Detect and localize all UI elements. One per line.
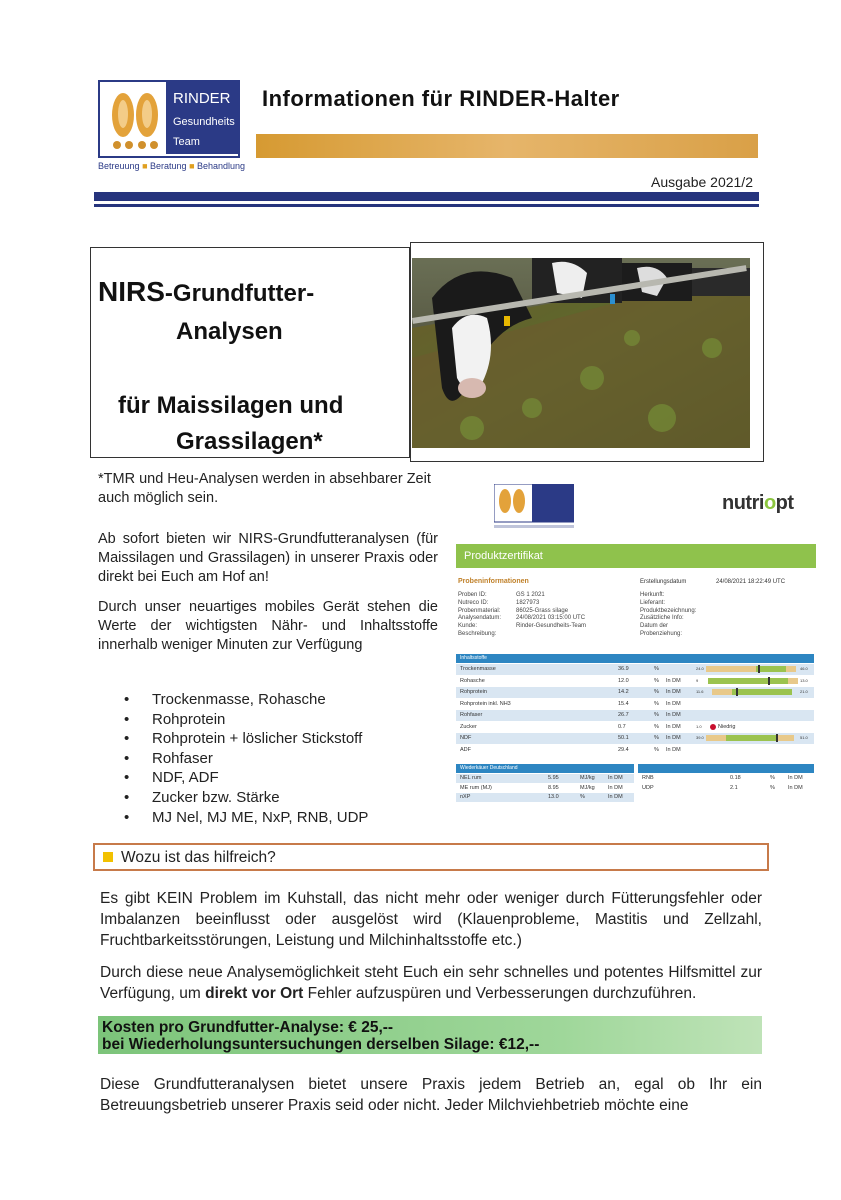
sample-info-labels-right: Herkunft: Lieferant: Produktbezeichnung: Zusätzliche Info: Datum der Probenziehung: (640, 592, 697, 637)
table-row (638, 784, 814, 793)
table-row (456, 710, 814, 721)
list-item: • Trockenmasse, Rohasche (122, 690, 422, 710)
cell-value: 13.0 (548, 794, 559, 800)
range-bar (708, 678, 788, 684)
cell-value: 0.7 (618, 723, 626, 730)
blue-divider-bar (94, 192, 759, 201)
cost-line1: Kosten pro Grundfutter-Analyse: € 25,-- (102, 1019, 394, 1036)
cell-value: 12.0 (618, 677, 629, 684)
slogan-part: Betreuung (98, 161, 140, 171)
issue-label: Ausgabe 2021/2 (651, 174, 753, 190)
title-rest: -Grundfutter- (164, 280, 315, 307)
gold-divider-bar (256, 134, 758, 158)
offer-paragraph: Diese Grundfutteranalysen bietet unsere Praxis jedem Betrieb an, egal ob Ihr ein Betreuungsbetrieb unserer Praxis seid oder nicht. Jeder Milchviehbetrieb möchte eine (100, 1076, 762, 1114)
mini-rinder-logo (494, 484, 574, 530)
title-nirs: NIRS (98, 276, 165, 307)
cell-unit: % (770, 784, 775, 791)
benefit-text-c: Fehler aufzuspüren und Verbesserungen durchzuführen. (303, 985, 697, 1002)
cell-unit: MJ/kg (580, 775, 595, 781)
cell-base: In DM (666, 700, 681, 707)
cell-value: 8.95 (548, 784, 559, 791)
cell-value: 26.7 (618, 712, 629, 718)
cell-name: Rohprotein (460, 689, 487, 695)
table-row (456, 676, 814, 687)
cell-name: RNB (642, 775, 654, 781)
question-text: Wozu ist das hilfreich? (121, 849, 276, 866)
benefit-text-bold: direkt vor Ort (205, 985, 304, 1002)
cell-value: 0.18 (730, 775, 741, 781)
cell-base: In DM (608, 784, 623, 791)
range-bar (776, 735, 794, 741)
range-max: 46.0 (800, 666, 808, 671)
certificate-header: Produktzertifikat (456, 544, 816, 568)
cell-base: In DM (666, 677, 681, 684)
slogan-part: Behandlung (197, 161, 246, 171)
cell-unit: % (654, 666, 659, 672)
cell-name: UDP (642, 784, 654, 791)
table-row (456, 774, 634, 783)
cell-unit: % (654, 723, 659, 730)
table-row (456, 687, 814, 698)
slogan-separator-icon: ■ (189, 161, 195, 171)
cell-base: In DM (666, 746, 681, 753)
list-item: • NDF, ADF (122, 768, 422, 788)
article-subtitle-line2: Grassilagen* (176, 428, 323, 455)
cell-base: In DM (666, 735, 681, 741)
list-item: • Rohprotein + löslicher Stickstoff (122, 729, 422, 749)
list-item: • Rohfaser (122, 749, 422, 769)
cell-unit: % (770, 775, 775, 781)
cell-name: NEL rum (460, 775, 482, 781)
creation-date-label: Erstellungsdatum (640, 579, 687, 585)
range-bar (712, 689, 732, 695)
range-bar (726, 735, 776, 741)
cell-base: In DM (666, 689, 681, 695)
table-row (456, 745, 814, 756)
benefit-paragraph (100, 962, 762, 1004)
cell-unit: % (654, 689, 659, 695)
value-marker (736, 688, 738, 696)
brand-o: o (763, 492, 776, 514)
cell-value: 2.1 (730, 784, 738, 791)
range-min: 39.0 (696, 735, 704, 740)
cell-base: In DM (608, 775, 623, 781)
footnote-text: *TMR und Heu-Analysen werden in absehbarer Zeit auch möglich sein. (98, 471, 431, 506)
cell-name: ME rum (MJ) (460, 784, 492, 791)
cell-unit: % (654, 735, 659, 741)
blue-divider-thin (94, 204, 759, 207)
rinder-logo (98, 80, 246, 172)
newsletter-headline: Informationen für RINDER-Halter (262, 86, 620, 111)
table-row (456, 722, 814, 733)
yellow-square-icon (103, 852, 113, 862)
range-min: 1.0 (696, 723, 702, 729)
logo-blue-panel (166, 80, 238, 154)
table-row (638, 774, 814, 783)
cell-unit: % (654, 746, 659, 753)
range-bar (706, 666, 756, 672)
ruminant-table-header: Wiederkäuer Deutschland (456, 764, 634, 773)
creation-date-value: 24/08/2021 18:22:49 UTC (716, 579, 786, 585)
cell-unit: % (654, 677, 659, 684)
nutriopt-logo (722, 492, 794, 515)
value-marker (768, 677, 770, 685)
table-row (456, 699, 814, 710)
article-title-line1 (98, 276, 314, 308)
range-bar (786, 666, 796, 672)
cell-value: 15.4 (618, 700, 629, 707)
range-bar (706, 735, 726, 741)
cell-name: nXP (460, 794, 471, 800)
logo-line3: Team (173, 136, 200, 148)
sample-info-values: GS 1 2021 1827973 86025-Grass silage 24/08/2021 03:15:00 UTC Rinder-Gesundheits-Team (516, 592, 587, 630)
table-row (456, 793, 634, 802)
device-paragraph: Durch unser neuartiges mobiles Gerät stehen die Werte der wichtigsten Nähr- und Inhaltsstoffe innerhalb weniger Minuten zur Verfügung (98, 599, 438, 653)
table-row (456, 733, 814, 744)
slogan-part: Beratung (150, 161, 187, 171)
cell-base: In DM (666, 712, 681, 718)
range-max: 21.0 (800, 689, 808, 694)
cell-name: NDF (460, 735, 472, 741)
value-marker (758, 665, 760, 673)
logo-line2: Gesundheits (173, 116, 235, 128)
cell-base: In DM (788, 784, 803, 791)
range-bar (788, 678, 798, 684)
cell-value: 14.2 (618, 689, 629, 695)
sample-info-labels: Proben ID: Nutreco ID: Probenmaterial: Analysendatum: Kunde: Beschreibung: (458, 592, 502, 637)
cell-name: Rohasche (460, 677, 485, 684)
cell-name: Trockenmasse (460, 666, 496, 672)
benefit-text-a: Durch diese neue Analysemöglichkeit steht Euch ein sehr schnelles und potentes Hilfsmittel zur Verfügung, um (100, 964, 762, 1002)
range-min: 11.6 (696, 689, 704, 694)
cell-name: Rohprotein inkl. NH3 (460, 700, 511, 707)
article-title-line2: Analysen (176, 318, 283, 345)
range-min: 24.0 (696, 666, 704, 671)
hoofprint-icon (101, 83, 169, 153)
cell-base: In DM (608, 794, 623, 800)
list-item: • MJ Nel, MJ ME, NxP, RNB, UDP (122, 808, 422, 828)
cell-name: Rohfaser (460, 712, 483, 718)
article-subtitle-line1: für Maissilagen und (118, 392, 344, 419)
product-certificate (454, 478, 816, 808)
value-marker (776, 734, 778, 742)
cell-unit: % (654, 712, 659, 718)
cell-base: In DM (788, 775, 803, 781)
table-row (456, 664, 814, 675)
brand-part: pt (775, 492, 794, 514)
logo-line1: RINDER (173, 90, 231, 107)
cell-base: In DM (666, 723, 681, 730)
low-label: Niedrig (718, 723, 736, 730)
nutrient-list (122, 690, 422, 827)
range-max: 51.0 (800, 735, 808, 740)
range-min: 9 (696, 677, 699, 683)
cell-value: 36.9 (618, 666, 629, 672)
cell-unit: % (580, 794, 585, 800)
cell-value: 29.4 (618, 746, 629, 753)
table-row (456, 784, 634, 793)
logo-slogan (98, 161, 248, 171)
section-sample-info: Probeninformationen (458, 578, 529, 585)
ingredients-table-header: Inhaltsstoffe (456, 654, 814, 663)
problem-paragraph: Es gibt KEIN Problem im Kuhstall, das nicht mehr oder weniger durch Fütterungsfehler oder Imbalanzen beeinflusst oder ausgelöst wird (Klauenprobleme, Mastitis und Zellzahl, Fruchtbarkeitsstörungen, Leistung und Milchinhaltsstoffe etc.) (100, 890, 762, 949)
range-max: 13.0 (800, 677, 808, 683)
intro-paragraph: Ab sofort bieten wir NIRS-Grundfutteranalysen (für Maissilagen und Grassilagen) in unserer Praxis oder direkt bei Euch am Hof an! (98, 531, 438, 585)
cell-name: Zucker (460, 723, 477, 730)
range-bar (732, 689, 792, 695)
cell-name: ADF (460, 746, 471, 753)
brand-part: nutri (722, 492, 764, 514)
list-item: • Rohprotein (122, 710, 422, 730)
cell-unit: MJ/kg (580, 784, 595, 791)
cell-value: 5.95 (548, 775, 559, 781)
cost-line2: bei Wiederholungsuntersuchungen derselben Silage: €12,-- (102, 1036, 540, 1053)
slogan-separator-icon: ■ (142, 161, 148, 171)
cows-feeding-photo (412, 258, 750, 448)
cell-unit: % (654, 700, 659, 707)
list-item: • Zucker bzw. Stärke (122, 788, 422, 808)
range-bar (756, 666, 786, 672)
low-indicator-icon (710, 724, 716, 730)
cell-value: 50.1 (618, 735, 629, 741)
ruminant-table-header-right (638, 764, 814, 773)
